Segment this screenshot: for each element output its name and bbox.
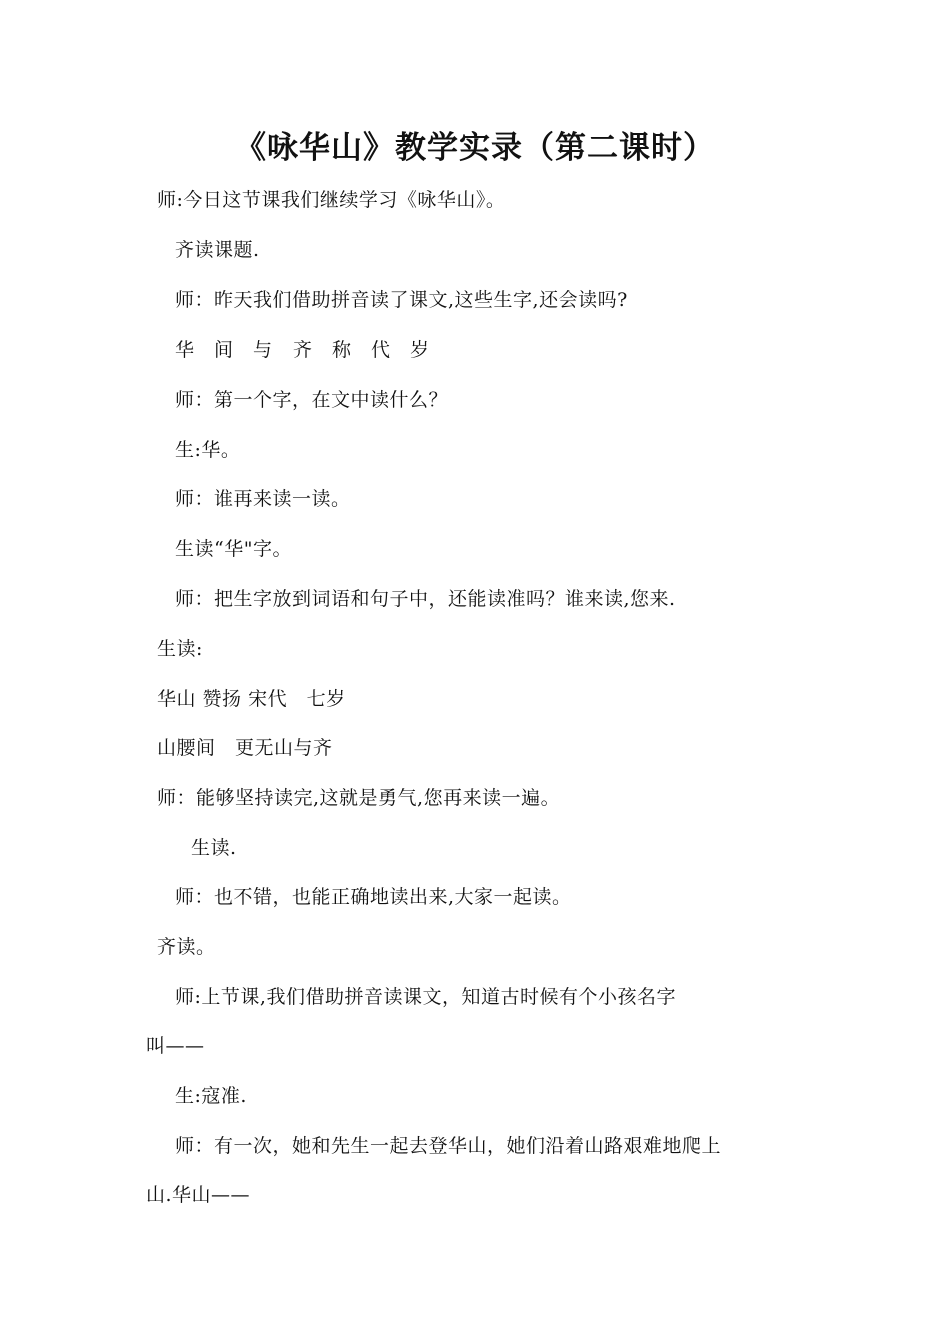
text-line: 生读: <box>157 638 203 660</box>
text-line: 师：也不错，也能正确地读出来,大家一起读。 <box>175 886 572 908</box>
text-line: 师：能够坚持读完,这就是勇气,您再来读一遍。 <box>157 787 561 809</box>
text-line: 齐读。 <box>157 936 216 958</box>
text-line: 生:华。 <box>175 439 241 461</box>
text-line: 师：有一次，她和先生一起去登华山，她们沿着山路艰难地爬上 <box>175 1135 722 1157</box>
text-line: 齐读课题. <box>175 239 260 261</box>
text-line: 山腰间 更无山与齐 <box>157 737 333 759</box>
text-line: 师:上节课,我们借助拼音读课文，知道古时候有个小孩名字 <box>175 986 676 1008</box>
text-line: 华 间 与 齐 称 代 岁 <box>175 339 430 361</box>
text-line: 师：昨天我们借助拼音读了课文,这些生字,还会读吗? <box>175 289 628 311</box>
text-line: 师：把生字放到词语和句子中，还能读准吗？谁来读,您来. <box>175 588 676 610</box>
text-line: 生读“华"字。 <box>175 538 292 560</box>
text-line: 师：第一个字，在文中读什么？ <box>175 389 449 411</box>
text-line: 生:寇准. <box>175 1085 247 1107</box>
text-line: 叫—— <box>146 1035 205 1057</box>
document-title: 《咏华山》教学实录（第二课时） <box>235 130 715 166</box>
text-line: 生读. <box>191 837 237 859</box>
text-line: 师:今日这节课我们继续学习《咏华山》。 <box>157 189 506 211</box>
text-line: 山.华山—— <box>146 1184 251 1206</box>
text-line: 师：谁再来读一读。 <box>175 488 351 510</box>
text-line: 华山 赞扬 宋代 七岁 <box>157 688 346 710</box>
